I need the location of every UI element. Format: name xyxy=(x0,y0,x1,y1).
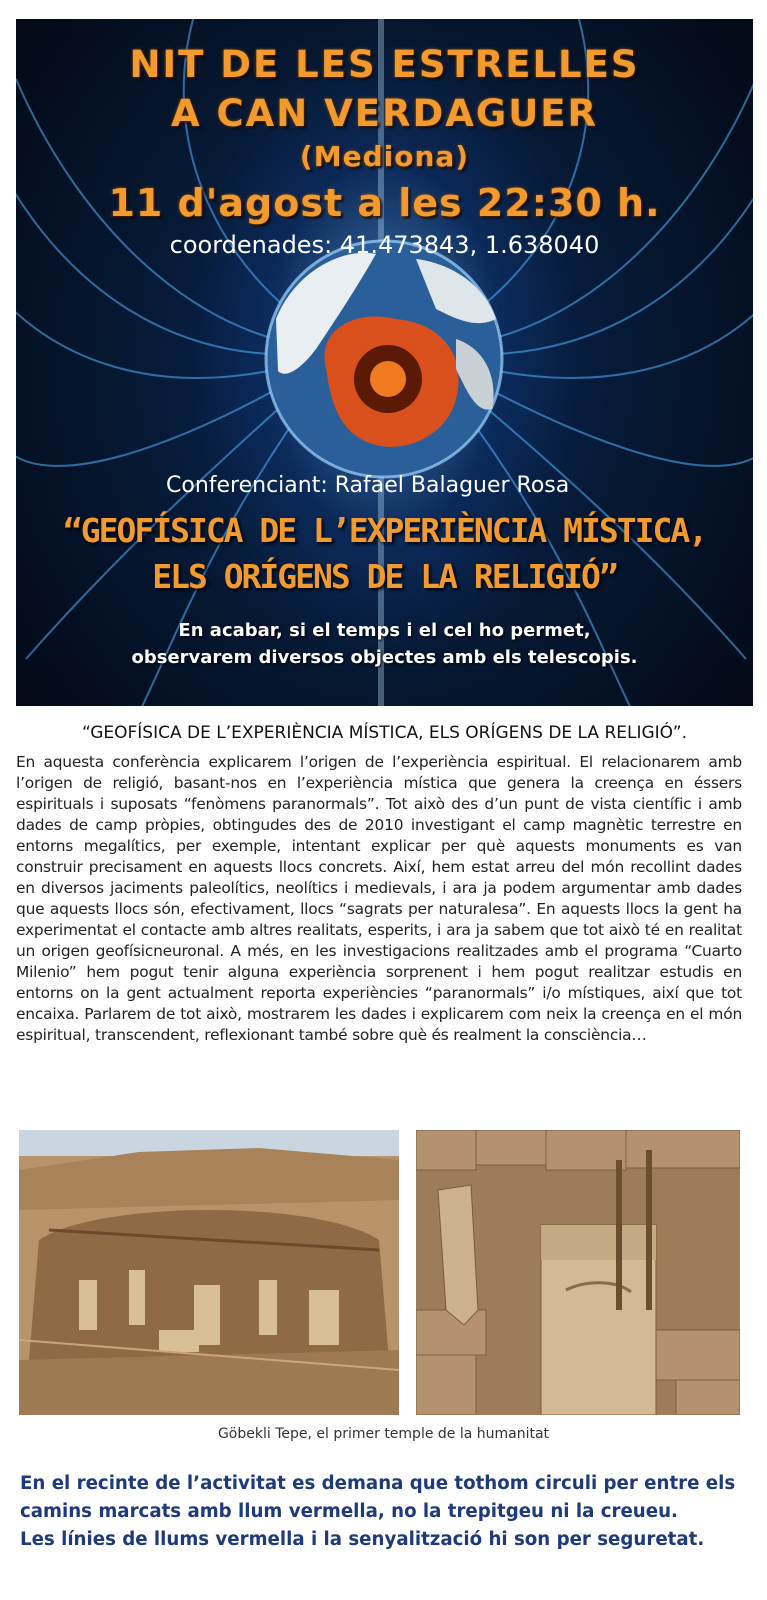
poster-note-line2: observarem diversos objectes amb els telescopis. xyxy=(131,647,638,668)
poster-note-line1: En acabar, si el temps i el cel ho permet, xyxy=(178,620,591,641)
notice-line3: Les línies de llums vermella i la senyalització hi son per seguretat. xyxy=(20,1529,705,1550)
safety-notice xyxy=(20,1470,760,1554)
earth-globe-image xyxy=(266,241,502,477)
article-body: En aquesta conferència explicarem l’origen de l’experiència espiritual. El relacionarem amb l’origen de religió, basant-nos en l’experiència mística que genera la creença en éssers espirituals i suposats “fenòmens paranormals”. Tot això des d’un punt de vista científic i amb dades de camp pròpies, obtingudes des de 2010 investigant el camp magnètic terrestre en entorns megalítics, per exemple, intentant explicar per què aquests monuments es van construir precisament en aquests llocs concrets. Així, hem estat arreu del món recollint dades en diversos jaciments paleolítics, neolítics i medievals, i ara ja podem argumentar amb dades que aquests llocs són, efectivament, llocs “sagrats per naturalesa”. En aquests llocs la gent ha experimentat el contacte amb altres realitats, esperits, i ara ja sabem que tot això té en realitat un origen geofísicneuronal. A més, en les investigacions realitzades amb el programa “Cuarto Milenio” hem pogut tenir alguna experiència sorprenent i hem pogut realitzar estudis en entorns on la gent actualment reporta experiències “paranormals” i/o místiques, així que tot encaixa. Parlarem de tot això, mostrarem les dades i explicarem com neix la creença en el món espiritual, transcendent, reflexionant també sobre què és realment la consciència… xyxy=(16,753,742,1044)
poster-date: 11 d'agost a les 22:30 h. xyxy=(108,181,661,225)
poster-talk-title-line2: ELS ORÍGENS DE LA RELIGIÓ” xyxy=(152,557,617,596)
gobekli-tepe-pillar-photo xyxy=(416,1130,740,1415)
notice-line2: camins marcats amb llum vermella, no la trepitgeu ni la creueu. xyxy=(20,1501,678,1522)
poster-coordinates: coordenades: 41.473843, 1.638040 xyxy=(169,231,600,259)
event-poster xyxy=(16,19,753,706)
poster-place: (Mediona) xyxy=(299,140,470,173)
notice-line1: En el recinte de l’activitat es demana que tothom circuli per entre els xyxy=(20,1473,736,1494)
photo-caption: Göbekli Tepe, el primer temple de la humanitat xyxy=(217,1426,550,1442)
poster-talk-title-line1: “GEOFÍSICA DE L’EXPERIÈNCIA MÍSTICA, xyxy=(62,511,707,550)
article-title: “GEOFÍSICA DE L’EXPERIÈNCIA MÍSTICA, ELS ORÍGENS DE LA RELIGIÓ”. xyxy=(82,723,687,743)
poster-title-line2: A CAN VERDAGUER xyxy=(170,92,599,135)
gobekli-tepe-site-photo xyxy=(19,1130,399,1415)
poster-speaker: Conferenciant: Rafael Balaguer Rosa xyxy=(166,473,570,498)
poster-title-line1: NIT DE LES ESTRELLES xyxy=(129,43,640,86)
